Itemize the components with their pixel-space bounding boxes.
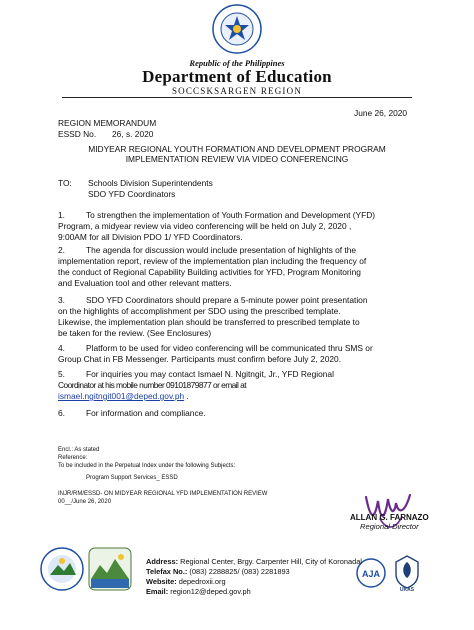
deped-seal-logo — [212, 4, 262, 54]
paragraph-4-line: Platform to be used for video conferencing will be communicated thru SMS or — [86, 343, 373, 353]
file-reference: INJR/RM/ESSD- ON MIDYEAR REGIONAL YFD IMPLEMENTATION REVIEW — [58, 491, 268, 497]
memo-number-value: 26, s. 2020 — [112, 129, 154, 139]
paragraph-2-line: The agenda for discussion would include presentation of highlights of the — [86, 245, 357, 255]
department-header: Department of Education — [142, 67, 332, 86]
republic-header: Republic of the Philippines — [189, 58, 285, 68]
region-header: SOCCSKSARGEN REGION — [171, 86, 303, 96]
signatory-title: Regional Director — [360, 522, 419, 531]
paragraph-1-number: 1. — [58, 210, 65, 220]
paragraph-5-number: 5. — [58, 369, 65, 379]
paragraph-6-line: For information and compliance. — [86, 408, 206, 418]
to-label: TO: — [58, 178, 72, 188]
paragraph-2-number: 2. — [58, 245, 65, 255]
memo-subject-line-1: MIDYEAR REGIONAL YOUTH FORMATION AND DEVELOPMENT PROGRAM — [88, 144, 386, 154]
region-landscape-logo — [88, 547, 132, 591]
memo-date: June 26, 2020 — [354, 108, 408, 118]
paragraph-4-number: 4. — [58, 343, 65, 353]
paragraph-5-end: . — [184, 391, 189, 401]
paragraph-3-line: on the highlights of accomplishment per SDO using the prescribed template. — [58, 306, 341, 316]
paragraph-3-line: be taken for the review. (See Enclosures) — [58, 328, 212, 338]
memo-number-label: ESSD No. — [58, 129, 97, 139]
paragraph-3-line: SDO YFD Coordinators should prepare a 5-minute power point presentation — [86, 295, 368, 305]
aja-label: AJA — [361, 569, 381, 579]
to-recipient-1: Schools Division Superintendents — [88, 178, 213, 188]
index-subject: Program Support Services_ ESSD — [86, 475, 178, 481]
paragraph-2-line: implementation report, review of the implementation plan including the frequency of — [58, 256, 367, 266]
perpetual-index-note: To be included in the Perpetual Index under the following Subjects: — [58, 463, 236, 469]
footer-email — [146, 587, 251, 597]
paragraph-1-line: 9:00AM for all Division PDO 1/ YFD Coordinators. — [58, 232, 243, 242]
memo-type: REGION MEMORANDUM — [58, 118, 157, 128]
footer-address — [146, 557, 362, 567]
to-recipient-2: SDO YFD Coordinators — [88, 189, 176, 199]
contact-email-link[interactable]: ismael.ngitngit001@deped.gov.ph — [58, 391, 185, 401]
address-label: Address: — [146, 557, 179, 566]
telefax-label: Telefax No.: — [146, 567, 188, 576]
signatory-name: ALLAN G. FARNAZO — [350, 513, 429, 522]
website-label: Website: — [146, 577, 177, 586]
paragraph-1-line: Program, a midyear review via video conferencing will be held on July 2, 2020 , — [58, 221, 352, 231]
paragraph-2-line: and Evaluation tool and other relevant matters. — [58, 278, 232, 288]
paragraph-2-line: the conduct of Regional Capability Building activities for YFD, Program Monitoring — [58, 267, 361, 277]
paragraph-1-line: To strengthen the implementation of Youth Formation and Development (YFD) — [86, 210, 376, 220]
reference-label: Reference: — [58, 455, 88, 461]
regional-office-seal-logo — [40, 547, 84, 591]
paragraph-3-line: Likewise, the implementation plan should be transferred to prescribed template to — [58, 317, 360, 327]
paragraph-5-line: For inquiries you may contact Ismael N. Ngitngit, Jr., YFD Regional — [86, 369, 334, 379]
enclosure-note: Encl.: As stated — [58, 447, 100, 453]
footer-email-link[interactable]: region12@deped.gov.ph — [168, 587, 251, 596]
ukas-label: UKAS — [399, 587, 415, 592]
memo-subject-line-2: IMPLEMENTATION REVIEW VIA VIDEO CONFERENCING — [125, 154, 349, 164]
file-date: 00__/June 26, 2020 — [58, 499, 112, 505]
footer-website — [146, 577, 226, 587]
paragraph-3-number: 3. — [58, 295, 65, 305]
footer-telefax — [146, 567, 290, 577]
website-link[interactable]: depedroxii.org — [176, 577, 226, 586]
ukas-certification-logo — [392, 554, 422, 592]
paragraph-5-line: Coordinator at his mobile number 09101879877 or email at — [58, 380, 247, 390]
paragraph-4-line: Group Chat in FB Messenger. Participants must confirm before July 2, 2020. — [58, 354, 342, 364]
email-label: Email: — [146, 587, 169, 596]
telefax-value: (083) 2288825/ (083) 2281893 — [187, 567, 290, 576]
header-divider — [62, 97, 412, 98]
address-value: Regional Center, Brgy. Carpenter Hill, City of Koronadal — [178, 557, 362, 566]
paragraph-6-number: 6. — [58, 408, 65, 418]
